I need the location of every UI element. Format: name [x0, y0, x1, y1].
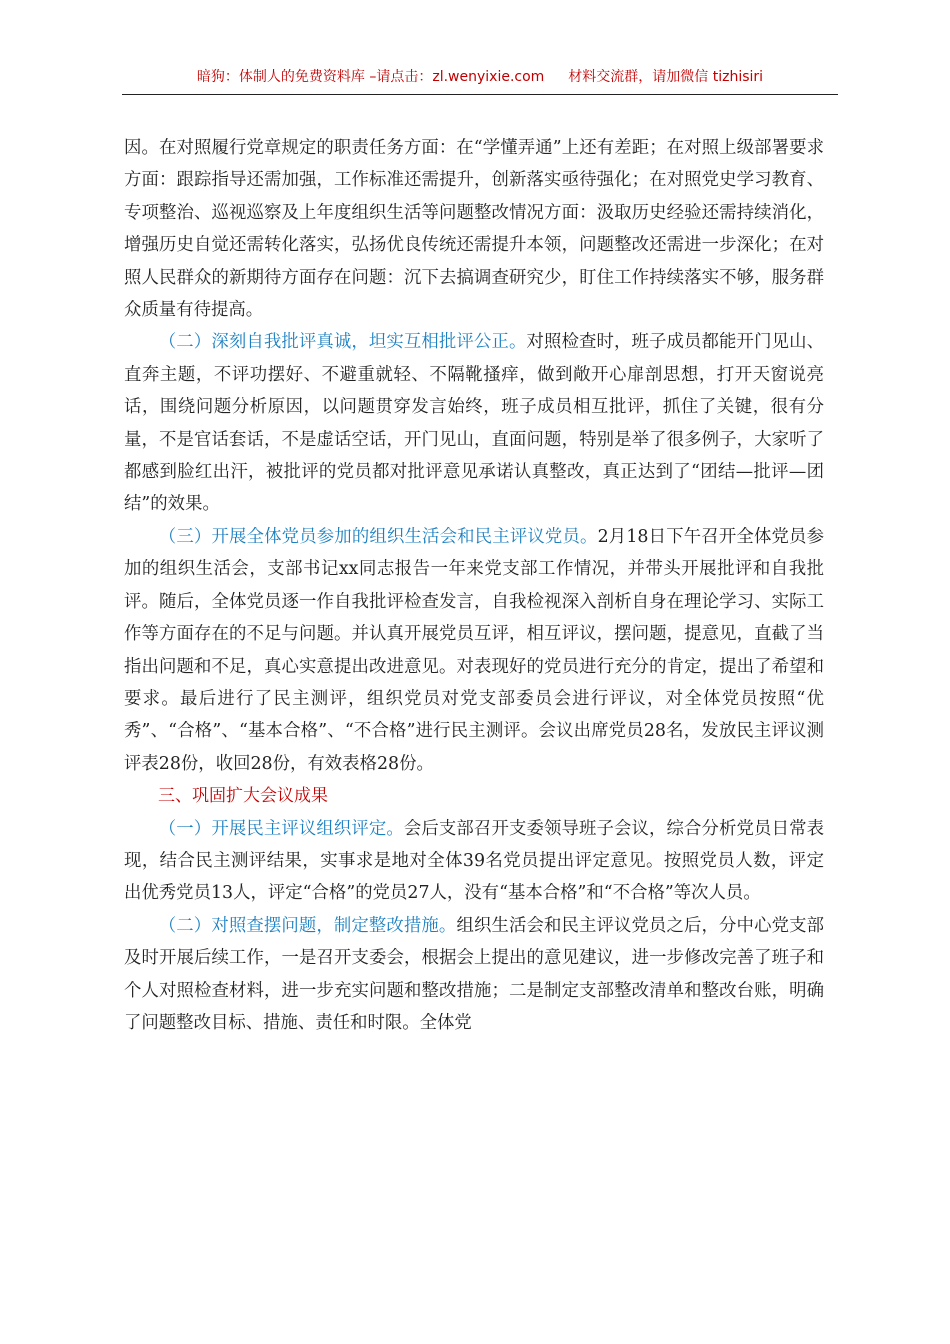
subheading-self-criticism: （二）深刻自我批评真诚，坦实互相批评公正。	[158, 332, 527, 353]
subheading-rectification: （二）对照查摆问题，制定整改措施。	[158, 915, 457, 936]
section-heading-3: 三、巩固扩大会议成果	[158, 786, 328, 807]
paragraph-continued: 因。在对照履行党章规定的职责任务方面：在“学懂弄通”上还有差距；在对照上级部署要求方面：跟踪指导还需加强，工作标准还需提升，创新落实亟待强化；在对照党史学习教育、专项整治、巡视巡察及上年度组织生活等问题整改情况方面：汲取历史经验还需持续消化，增强历史自觉还需转化落实，弘扬优良传统还需提升本领，问题整改还需进一步深化；在对照人民群众的新期待方面存在问题：沉下去搞调查研究少，盯住工作持续落实不够，服务群众质量有待提高。	[124, 138, 824, 321]
paragraph-text: 2月18日下午召开全体党员参加的组织生活会，支部书记xx同志报告一年来党支部工作情况，并带头开展批评和自我批评。随后，全体党员逐一作自我批评检查发言，自我检视深入剖析自身在理论学习、实际工作等方面存在的不足与问题。并认真开展党员互评，相互评议，摆问题，提意见，直截了当指出问题和不足，真心实意提出改进意见。对表现好的党员进行充分的肯定，提出了希望和要求。最后进行了民主测评，组织党员对党支部委员会进行评议，对全体党员按照“优秀”、“合格”、“基本合格”、“不合格”进行民主测评。会议出席党员28名，发放民主评议测评表28份，收回28份，有效表格28份。	[124, 526, 824, 774]
subheading-organization-meeting: （三）开展全体党员参加的组织生活会和民主评议党员。	[158, 526, 598, 547]
paragraph-text: 对照检查时，班子成员都能开门见山、直奔主题，不评功摆好、不避重就轻、不隔靴搔痒，做到敞开心扉剖思想，打开天窗说亮话，围绕问题分析原因，以问题贯穿发言始终，班子成员相互批评，抓住了关键，很有分量，不是官话套话，不是虚话空话，开门见山，直面问题，特别是举了很多例子，大家听了都感到脸红出汗，被批评的党员都对批评意见承诺认真整改，真正达到了“团结—批评—团结”的效果。	[124, 332, 824, 515]
document-body	[124, 132, 824, 1039]
paragraph-self-criticism	[124, 326, 824, 520]
paragraph-organization-meeting	[124, 521, 824, 780]
header-wechat-note: 材料交流群，请加微信 tizhisiri	[568, 69, 764, 85]
paragraph-democratic-evaluation	[124, 813, 824, 910]
paragraph-rectification	[124, 910, 824, 1040]
paragraph-text: 会后支部召开支委领导班子会议，综合分析党员日常表现，结合民主测评结果，实事求是地对全体39名党员提出评定意见。按照党员人数，评定出优秀党员13人，评定“合格”的党员27人，没有“基本合格”和“不合格”等次人员。	[124, 818, 824, 904]
header-ad-link[interactable]: 暗狗：体制人的免费资料库 –请点击：zl.wenyixie.com	[196, 69, 545, 85]
subheading-democratic-evaluation: （一）开展民主评议组织评定。	[158, 818, 404, 839]
page-header	[122, 66, 838, 95]
paragraph-text: 组织生活会和民主评议党员之后，分中心党支部及时开展后续工作，一是召开支委会，根据会上提出的意见建议，进一步修改完善了班子和个人对照检查材料，进一步充实问题和整改措施；二是制定支部整改清单和整改台账，明确了问题整改目标、措施、责任和时限。全体党	[124, 915, 824, 1033]
